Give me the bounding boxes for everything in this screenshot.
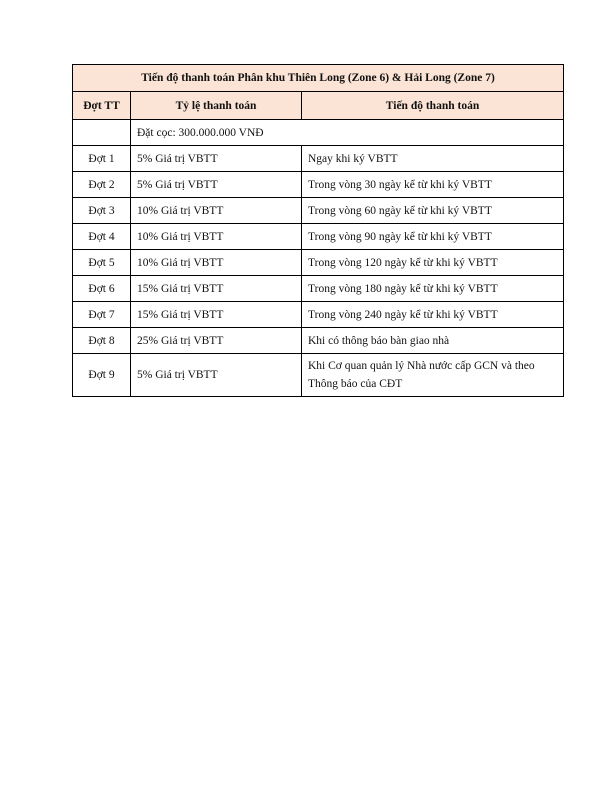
- schedule-cell: Trong vòng 240 ngày kể từ khi ký VBTT: [302, 302, 564, 328]
- table-row: [73, 328, 564, 354]
- rate-cell: 10% Giá trị VBTT: [131, 250, 302, 276]
- phase-cell: Đợt 1: [73, 146, 131, 172]
- rate-cell: 5% Giá trị VBTT: [131, 146, 302, 172]
- table-row: [73, 250, 564, 276]
- table-row: [73, 146, 564, 172]
- phase-cell: Đợt 6: [73, 276, 131, 302]
- payment-schedule-table: [72, 64, 564, 397]
- rate-cell: 5% Giá trị VBTT: [131, 354, 302, 397]
- phase-cell: Đợt 8: [73, 328, 131, 354]
- rate-cell: 15% Giá trị VBTT: [131, 302, 302, 328]
- table-row: [73, 172, 564, 198]
- rate-cell: 5% Giá trị VBTT: [131, 172, 302, 198]
- header-phase: Đợt TT: [73, 92, 131, 120]
- rate-cell: 10% Giá trị VBTT: [131, 198, 302, 224]
- phase-cell: Đợt 4: [73, 224, 131, 250]
- rate-cell: 25% Giá trị VBTT: [131, 328, 302, 354]
- rate-cell: 10% Giá trị VBTT: [131, 224, 302, 250]
- schedule-cell: Trong vòng 30 ngày kể từ khi ký VBTT: [302, 172, 564, 198]
- table-title: Tiến độ thanh toán Phân khu Thiên Long (Zone 6) & Hải Long (Zone 7): [73, 65, 564, 92]
- schedule-cell: Ngay khi ký VBTT: [302, 146, 564, 172]
- table-header-row: [73, 92, 564, 120]
- phase-cell: Đợt 5: [73, 250, 131, 276]
- schedule-cell: Trong vòng 90 ngày kể từ khi ký VBTT: [302, 224, 564, 250]
- deposit-cell: Đặt cọc: 300.000.000 VNĐ: [131, 120, 564, 146]
- phase-cell: Đợt 7: [73, 302, 131, 328]
- table-row: [73, 198, 564, 224]
- schedule-cell: Trong vòng 60 ngày kể từ khi ký VBTT: [302, 198, 564, 224]
- phase-cell: Đợt 9: [73, 354, 131, 397]
- phase-cell: Đợt 3: [73, 198, 131, 224]
- schedule-cell: Trong vòng 120 ngày kể từ khi ký VBTT: [302, 250, 564, 276]
- header-rate: Tỷ lệ thanh toán: [131, 92, 302, 120]
- rate-cell: 15% Giá trị VBTT: [131, 276, 302, 302]
- table-row: [73, 276, 564, 302]
- table-title-row: [73, 65, 564, 92]
- schedule-cell: Khi có thông báo bàn giao nhà: [302, 328, 564, 354]
- deposit-row: [73, 120, 564, 146]
- schedule-cell: Trong vòng 180 ngày kể từ khi ký VBTT: [302, 276, 564, 302]
- header-schedule: Tiến độ thanh toán: [302, 92, 564, 120]
- deposit-empty-cell: [73, 120, 131, 146]
- table-row: [73, 224, 564, 250]
- table-row: [73, 354, 564, 397]
- table-row: [73, 302, 564, 328]
- schedule-cell: Khi Cơ quan quản lý Nhà nước cấp GCN và theo Thông báo của CĐT: [302, 354, 564, 397]
- phase-cell: Đợt 2: [73, 172, 131, 198]
